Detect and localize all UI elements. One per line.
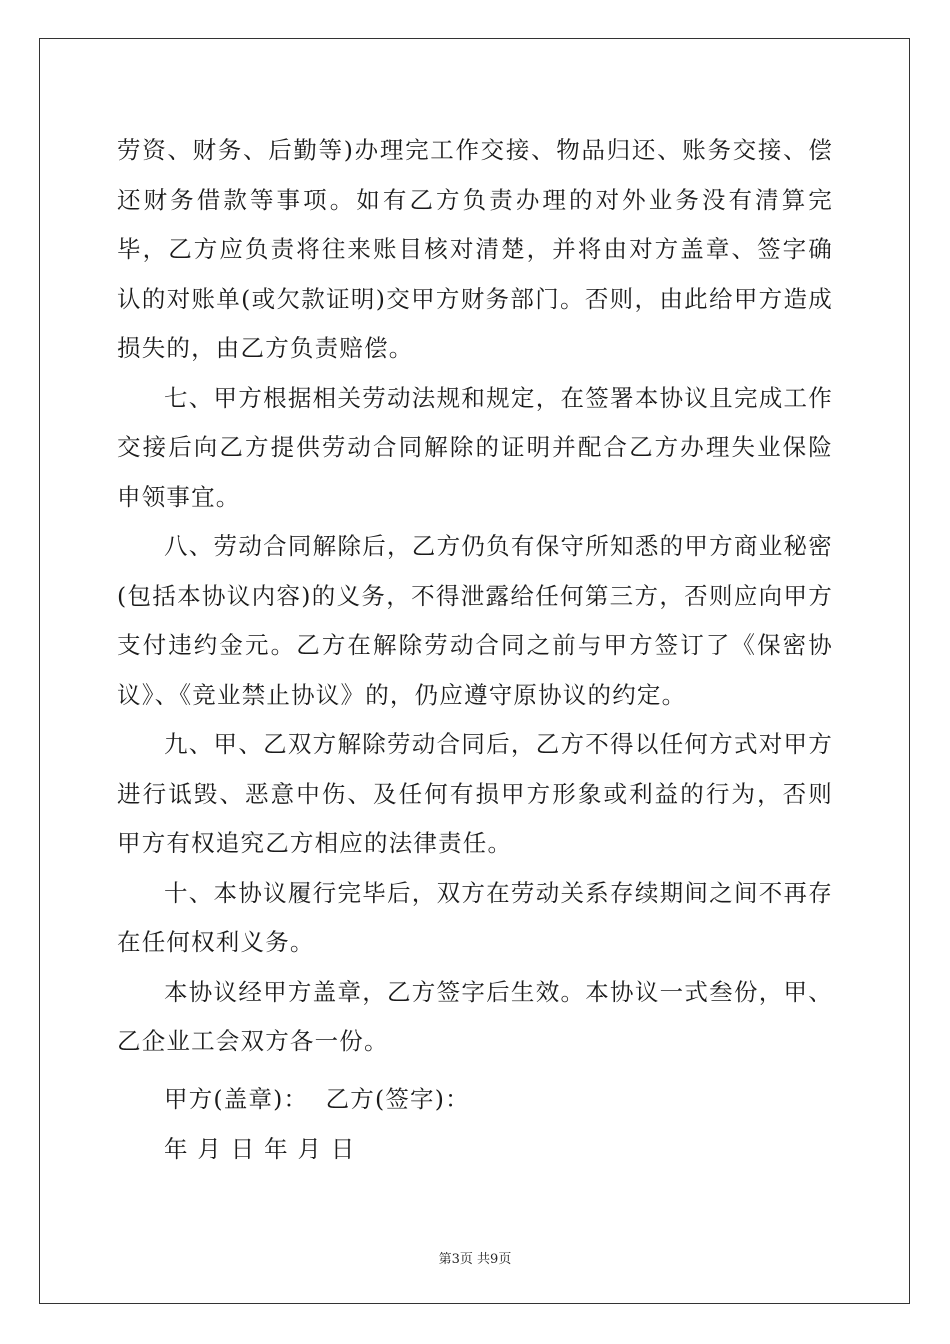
paragraph-clause-10: 十、本协议履行完毕后，双方在劳动关系存续期间之间不再存在任何权利义务。 bbox=[117, 878, 833, 956]
paragraph-clause-7: 七、甲方根据相关劳动法规和规定，在签署本协议且完成工作交接后向乙方提供劳动合同解除的证明并配合乙方办理失业保险申领事宜。 bbox=[117, 383, 833, 511]
signature-line: 甲方(盖章)： 乙方(签字)： bbox=[164, 1085, 470, 1113]
paragraph-clause-9: 九、甲、乙双方解除劳动合同后，乙方不得以任何方式对甲方进行诋毁、恶意中伤、及任何有损甲方形象或利益的行为，否则甲方有权追究乙方相应的法律责任。 bbox=[117, 730, 833, 857]
page-number-footer: 第3页 共9页 bbox=[438, 1252, 512, 1267]
date-line: 年 月 日 年 月 日 bbox=[164, 1135, 356, 1163]
document-body bbox=[117, 126, 833, 1067]
paragraph-handover: 劳资、财务、后勤等)办理完工作交接、物品归还、账务交接、偿还财务借款等事项。如有乙方负责办理的对外业务没有清算完毕，乙方应负责将往来账目核对清楚，并将由对方盖章、签字确认的对账单(或欠款证明)交甲方财务部门。否则，由此给甲方造成损失的，由乙方负责赔偿。 bbox=[117, 136, 833, 362]
paragraph-clause-8: 八、劳动合同解除后，乙方仍负有保守所知悉的甲方商业秘密(包括本协议内容)的义务，不得泄露给任何第三方，否则应向甲方支付违约金元。乙方在解除劳动合同之前与甲方签订了《保密协议》、《竞业禁止协议》的，仍应遵守原协议的约定。 bbox=[117, 532, 833, 709]
paragraph-effectiveness: 本协议经甲方盖章，乙方签字后生效。本协议一式叁份，甲、乙企业工会双方各一份。 bbox=[117, 977, 833, 1055]
